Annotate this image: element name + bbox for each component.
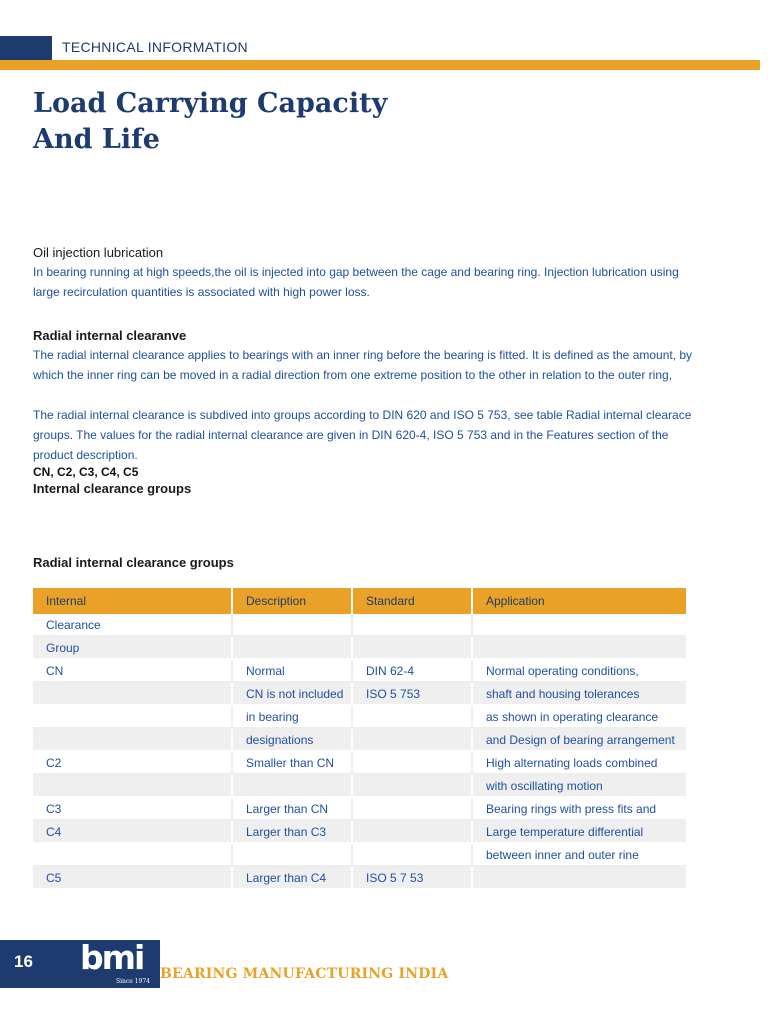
- page-title-line2: And Life: [33, 124, 160, 155]
- table-cell: in bearing: [232, 705, 352, 728]
- table-cell: Normal: [232, 659, 352, 682]
- table-cell: [33, 705, 232, 728]
- table-cell: Normal operating conditions,: [472, 659, 686, 682]
- table-row: [33, 682, 686, 705]
- clearance-groups-table: [33, 588, 686, 890]
- table-cell: Smaller than CN: [232, 751, 352, 774]
- table-row: [33, 751, 686, 774]
- table-row: [33, 659, 686, 682]
- table-cell: DIN 62-4: [352, 659, 472, 682]
- radial-section: [33, 328, 693, 496]
- table-cell: C2: [33, 751, 232, 774]
- table-row: [33, 797, 686, 820]
- header-accent-bar: [0, 60, 760, 70]
- table-row: [33, 843, 686, 866]
- table-cell: [472, 636, 686, 659]
- col-header-application: Application: [472, 588, 686, 614]
- radial-text-2: The radial internal clearance is subdived into groups according to DIN 620 and ISO 5 753, see table Radial internal clearace groups. The values for the radial internal clearance are given in DIN 620-4, ISO 5 753 and in the Features section of the product description.: [33, 408, 692, 462]
- table-cell: ISO 5 7 53: [352, 866, 472, 889]
- table-cell: and Design of bearing arrangement: [472, 728, 686, 751]
- table-cell: C5: [33, 866, 232, 889]
- table-cell: [33, 774, 232, 797]
- table-cell: [352, 820, 472, 843]
- header-color-block: [0, 36, 52, 60]
- oil-section: [33, 245, 693, 302]
- table-cell: [352, 774, 472, 797]
- table-cell: [33, 682, 232, 705]
- header-title: TECHNICAL INFORMATION: [62, 39, 248, 55]
- table-cell: Larger than C3: [232, 820, 352, 843]
- table-cell: ISO 5 753: [352, 682, 472, 705]
- table-body: [33, 614, 686, 889]
- table-cell: shaft and housing tolerances: [472, 682, 686, 705]
- col-header-internal: Internal: [33, 588, 232, 614]
- footer-company-name: BEARING MANUFACTURING INDIA: [160, 966, 449, 982]
- table-caption: Radial internal clearance groups: [33, 555, 234, 570]
- table-cell: [33, 843, 232, 866]
- groups-heading: Internal clearance groups: [33, 481, 192, 496]
- table-cell: C3: [33, 797, 232, 820]
- table-caption-wrap: [33, 555, 693, 570]
- table-cell: Group: [33, 636, 232, 659]
- table-cell: C4: [33, 820, 232, 843]
- table-row: [33, 636, 686, 659]
- radial-text-1: The radial internal clearance applies to bearings with an inner ring before the bearing is fitted. It is defined as the amount, by which the inner ring can be moved in a radial direction from one extreme position to the other in relation to the outer ring,: [33, 348, 693, 382]
- table-cell: Bearing rings with press fits and: [472, 797, 686, 820]
- radial-heading: Radial internal clearanve: [33, 328, 187, 343]
- table-cell: Larger than C4: [232, 866, 352, 889]
- table-cell: [232, 614, 352, 636]
- table-cell: CN: [33, 659, 232, 682]
- clearance-codes: CN, C2, C3, C4, C5: [33, 465, 139, 479]
- col-header-standard: Standard: [352, 588, 472, 614]
- table-cell: designations: [232, 728, 352, 751]
- table-cell: with oscillating motion: [472, 774, 686, 797]
- table-cell: between inner and outer rine: [472, 843, 686, 866]
- table-cell: [232, 774, 352, 797]
- table-header-row: [33, 588, 686, 614]
- table-cell: Large temperature differential: [472, 820, 686, 843]
- table-cell: [352, 751, 472, 774]
- table-cell: [472, 866, 686, 889]
- table-cell: [352, 728, 472, 751]
- table-row: [33, 614, 686, 636]
- table-cell: [352, 705, 472, 728]
- bmi-logo-since: Since 1974: [116, 978, 150, 985]
- table-cell: Larger than CN: [232, 797, 352, 820]
- page-title: [33, 86, 633, 158]
- table-cell: [232, 636, 352, 659]
- table-row: [33, 728, 686, 751]
- table-cell: CN is not included: [232, 682, 352, 705]
- table-row: [33, 705, 686, 728]
- table-cell: High alternating loads combined: [472, 751, 686, 774]
- table-cell: as shown in operating clearance: [472, 705, 686, 728]
- table-cell: [352, 797, 472, 820]
- table-cell: [352, 614, 472, 636]
- page-title-line1: Load Carrying Capacity: [33, 88, 388, 119]
- table-row: [33, 820, 686, 843]
- table-cell: [352, 636, 472, 659]
- table-cell: [352, 843, 472, 866]
- bmi-logo-text: bmi: [80, 938, 144, 977]
- table-row: [33, 774, 686, 797]
- table-cell: [232, 843, 352, 866]
- page-number: 16: [14, 952, 33, 971]
- oil-heading: Oil injection lubrication: [33, 245, 164, 260]
- table-cell: [472, 614, 686, 636]
- oil-text: In bearing running at high speeds,the oil is injected into gap between the cage and bearing ring. Injection lubrication using large recirculation quantities is associated with high power loss.: [33, 265, 679, 299]
- table-row: [33, 866, 686, 889]
- table-cell: Clearance: [33, 614, 232, 636]
- table-cell: [33, 728, 232, 751]
- col-header-description: Description: [232, 588, 352, 614]
